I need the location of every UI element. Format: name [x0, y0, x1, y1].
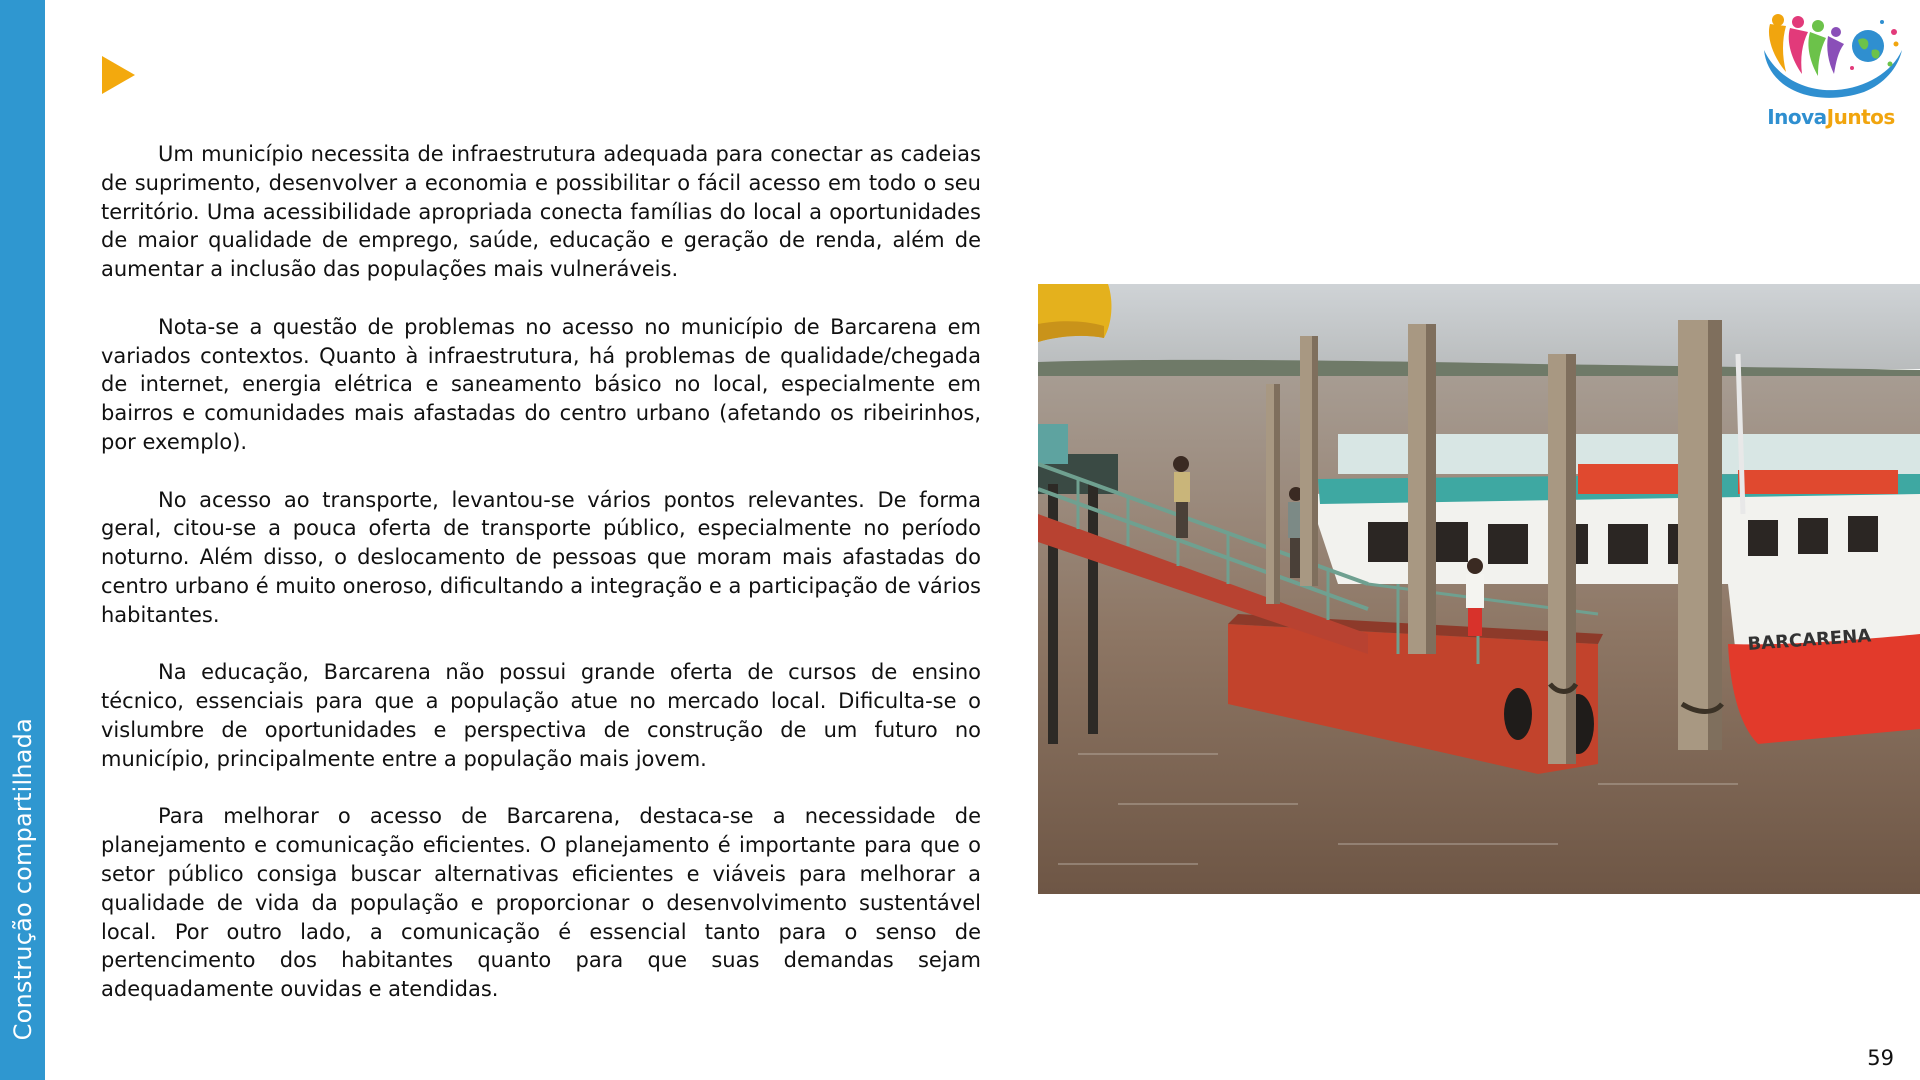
logo-word-inova: Inova	[1767, 105, 1827, 129]
paragraph-infraestrutura: Um município necessita de infraestrutura adequada para conectar as cadeias de suprimento, desenvolver a economia e possibilitar o fácil acesso em todo o seu território. Uma acessibilidade apropriada conecta famílias do local a oportunidades de maior qualidade de emprego, saúde, educação e geração de renda, além de aumentar a inclusão das populações mais vulneráveis.	[101, 142, 981, 282]
boat-name-label: BARCARENA	[1746, 625, 1872, 655]
body-text	[101, 140, 981, 1004]
logo-graphic-icon	[1756, 10, 1906, 110]
logo-word-juntos: Juntos	[1826, 105, 1895, 129]
paragraph-problemas-acesso: Nota-se a questão de problemas no acesso no município de Barcarena em variados contextos. Quanto à infraestrutura, há problemas de qualidade/chegada de internet, energia elétrica e saneamento básico no local, especialmente em bairros e comunidades mais afastadas do centro urbano (afetando os ribeirinhos, por exemplo).	[101, 314, 981, 454]
boat-pier-illustration	[1038, 284, 1920, 894]
paragraph-planejamento: Para melhorar o acesso de Barcarena, destaca-se a necessidade de planejamento e comunicação eficientes. O planejamento é importante para que o setor público consiga buscar alternativas eficientes e viáveis para melhorar a qualidade de vida da população e proporcionar o desenvolvimento sustentável local. Por outro lado, a comunicação é essencial tanto para o senso de pertencimento dos habitantes quanto para que suas demandas sejam adequadamente ouvidas e atendidas.	[101, 804, 981, 1002]
side-band	[0, 0, 45, 1080]
paragraph-educacao: Na educação, Barcarena não possui grande oferta de cursos de ensino técnico, essenciais para que a população atue no mercado local. Dificulta-se o vislumbre de oportunidades e perspectiva de construção de um futuro no município, principalmente entre a população mais jovem.	[101, 660, 981, 771]
logo-wordmark	[1756, 105, 1906, 129]
page-number: 59	[1867, 1046, 1894, 1070]
paragraph-transporte: No acesso ao transporte, levantou-se vários pontos relevantes. De forma geral, citou-se a pouca oferta de transporte público, especialmente no período noturno. Além disso, o deslocamento de pessoas que moram mais afastadas do centro urbano é muito oneroso, dificultando a integração e a participação de vários habitantes.	[101, 487, 981, 627]
boat-pier-photo	[1038, 284, 1920, 894]
inovajuntos-logo	[1756, 10, 1906, 134]
triangle-bullet-icon	[102, 56, 135, 94]
side-label: Construção compartilhada	[8, 717, 37, 1040]
